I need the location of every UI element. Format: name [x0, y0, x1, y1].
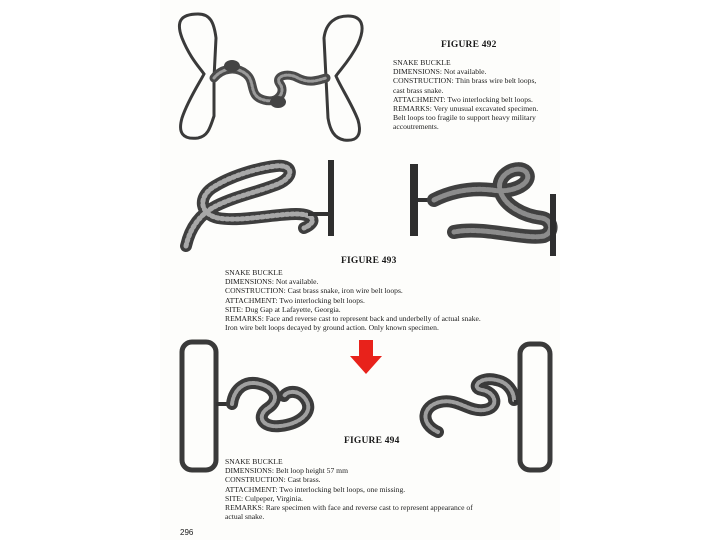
caption-line: ATTACHMENT: Two interlocking belt loops. — [225, 295, 365, 305]
figure-494-caption — [225, 457, 473, 521]
caption-line: Belt loops too fragile to support heavy military — [393, 113, 536, 123]
caption-line: ATTACHMENT: Two interlocking belt loops, one missing. — [225, 484, 406, 494]
figure-493-photo-front — [178, 158, 342, 254]
caption-line: CONSTRUCTION: Thin brass wire belt loops, — [393, 76, 537, 86]
caption-line: accoutrements. — [393, 122, 439, 132]
figure-492-photo — [170, 8, 370, 144]
figure-493-caption — [225, 268, 481, 332]
caption-line: SITE: Culpeper, Virginia. — [225, 493, 303, 503]
caption-line: SNAKE BUCKLE — [393, 58, 451, 67]
figure-494-photo-front — [176, 338, 326, 474]
caption-line: DIMENSIONS: Not available. — [393, 67, 487, 77]
caption-line: CONSTRUCTION: Cast brass snake, iron wire belt loops. — [225, 286, 403, 296]
caption-line: SITE: Dug Gap at Lafayette, Georgia. — [225, 304, 341, 314]
figure-492-caption — [393, 58, 538, 132]
figure-492-title: FIGURE 492 — [441, 40, 497, 50]
page-number: 296 — [180, 528, 194, 537]
caption-line: SNAKE BUCKLE — [225, 268, 283, 277]
caption-line: Iron wire belt loops decayed by ground action. Only known specimen. — [225, 323, 439, 333]
figure-494-photo-reverse — [410, 340, 556, 474]
figure-494-title: FIGURE 494 — [344, 436, 400, 446]
figure-493-title: FIGURE 493 — [341, 256, 397, 266]
caption-line: ATTACHMENT: Two interlocking belt loops. — [393, 94, 533, 104]
arrow-shape — [350, 340, 382, 374]
caption-line: SNAKE BUCKLE — [225, 457, 283, 466]
caption-line: REMARKS: Very unusual excavated specimen. — [393, 104, 539, 114]
caption-line: cast brass snake. — [393, 85, 444, 95]
caption-line: REMARKS: Rare specimen with face and reverse cast to represent appearance of — [225, 503, 473, 513]
figure-493-photo-reverse — [404, 160, 564, 260]
caption-line: REMARKS: Face and reverse cast to represent back and underbelly of actual snake. — [225, 314, 481, 324]
caption-line: DIMENSIONS: Belt loop height 57 mm — [225, 466, 348, 476]
caption-line: DIMENSIONS: Not available. — [225, 277, 319, 287]
red-down-arrow-icon — [350, 340, 382, 376]
caption-line: CONSTRUCTION: Cast brass. — [225, 475, 321, 485]
caption-line: actual snake. — [225, 512, 265, 522]
